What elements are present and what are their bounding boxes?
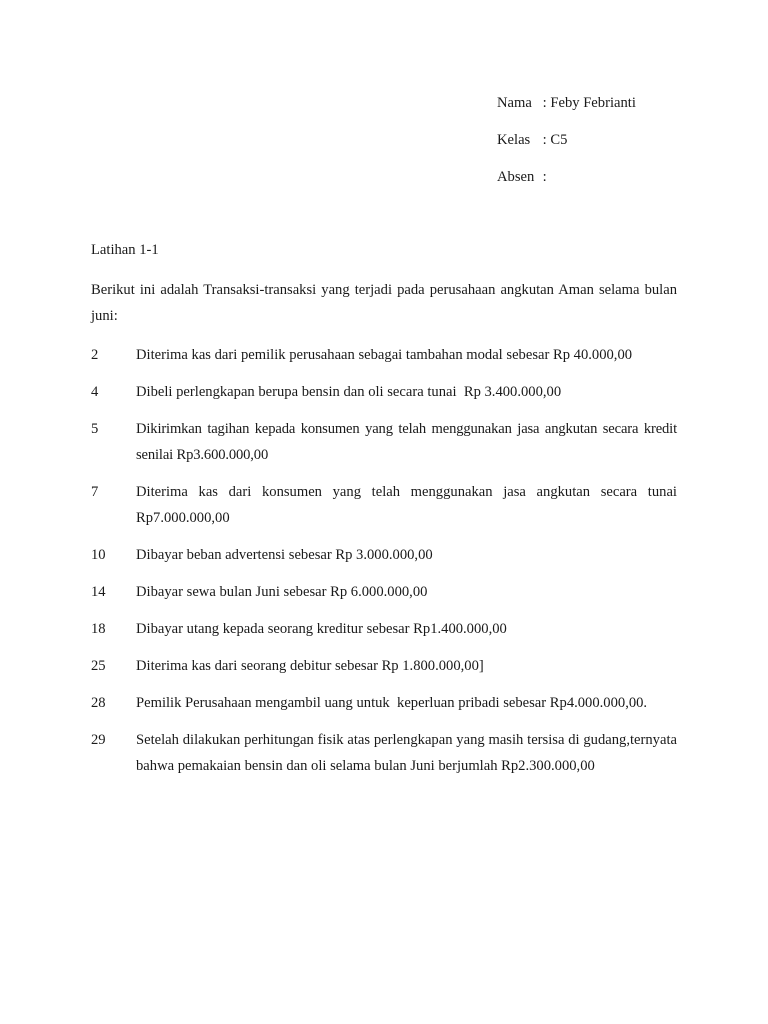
transaction-date: 10 [91,547,106,563]
transaction-item [91,579,677,605]
exercise-title: Latihan 1-1 [91,242,159,258]
transaction-text: Setelah dilakukan perhitungan fisik atas perlengkapan yang masih tersisa di gudang,ternyata bahwa pemakaian bensin dan oli selama bulan Juni berjumlah Rp2.300.000,00 [136,732,677,774]
transaction-date: 14 [91,584,106,600]
transaction-text: Pemilik Perusahaan mengambil uang untuk keperluan pribadi sebesar Rp4.000.000,00. [136,695,648,711]
transaction-text: Diterima kas dari pemilik perusahaan sebagai tambahan modal sebesar Rp 40.000,00 [136,347,633,363]
exercise-intro: Berikut ini adalah Transaksi-transaksi yang terjadi pada perusahaan angkutan Aman selama bulan juni: [91,282,677,324]
transaction-text: Dibayar beban advertensi sebesar Rp 3.000.000,00 [136,547,433,563]
transaction-date: 2 [91,347,99,363]
transaction-item [91,379,677,405]
transaction-item [91,342,677,368]
name-value: : Feby Febrianti [542,95,636,111]
name-row [497,93,636,130]
transaction-text: Dikirimkan tagihan kepada konsumen yang telah menggunakan jasa angkutan secara kredit senilai Rp3.600.000,00 [136,421,677,463]
name-label: Nama [497,95,532,111]
transaction-text: Diterima kas dari konsumen yang telah menggunakan jasa angkutan secara tunai Rp7.000.000,00 [136,484,677,526]
transaction-item [91,616,677,642]
transaction-item [91,690,677,716]
class-label: Kelas [497,132,531,148]
transaction-date: 7 [91,484,99,500]
class-value: : C5 [542,132,568,148]
transaction-list [91,342,677,790]
transaction-date: 28 [91,695,106,711]
transaction-date: 29 [91,732,106,748]
transaction-text: Diterima kas dari seorang debitur sebesar Rp 1.800.000,00] [136,658,484,674]
transaction-date: 4 [91,384,99,400]
transaction-text: Dibayar utang kepada seorang kreditur sebesar Rp1.400.000,00 [136,621,507,637]
absence-label: Absen [497,169,535,185]
class-row [497,130,636,167]
absence-value: : [542,169,547,185]
transaction-item [91,416,677,468]
transaction-item [91,542,677,568]
student-info [497,93,636,204]
transaction-text: Dibeli perlengkapan berupa bensin dan oli secara tunai Rp 3.400.000,00 [136,384,562,400]
transaction-item [91,479,677,531]
absence-row [497,167,636,204]
transaction-item [91,727,677,779]
transaction-date: 25 [91,658,106,674]
transaction-date: 5 [91,421,99,437]
transaction-text: Dibayar sewa bulan Juni sebesar Rp 6.000.000,00 [136,584,428,600]
transaction-date: 18 [91,621,106,637]
transaction-item [91,653,677,679]
